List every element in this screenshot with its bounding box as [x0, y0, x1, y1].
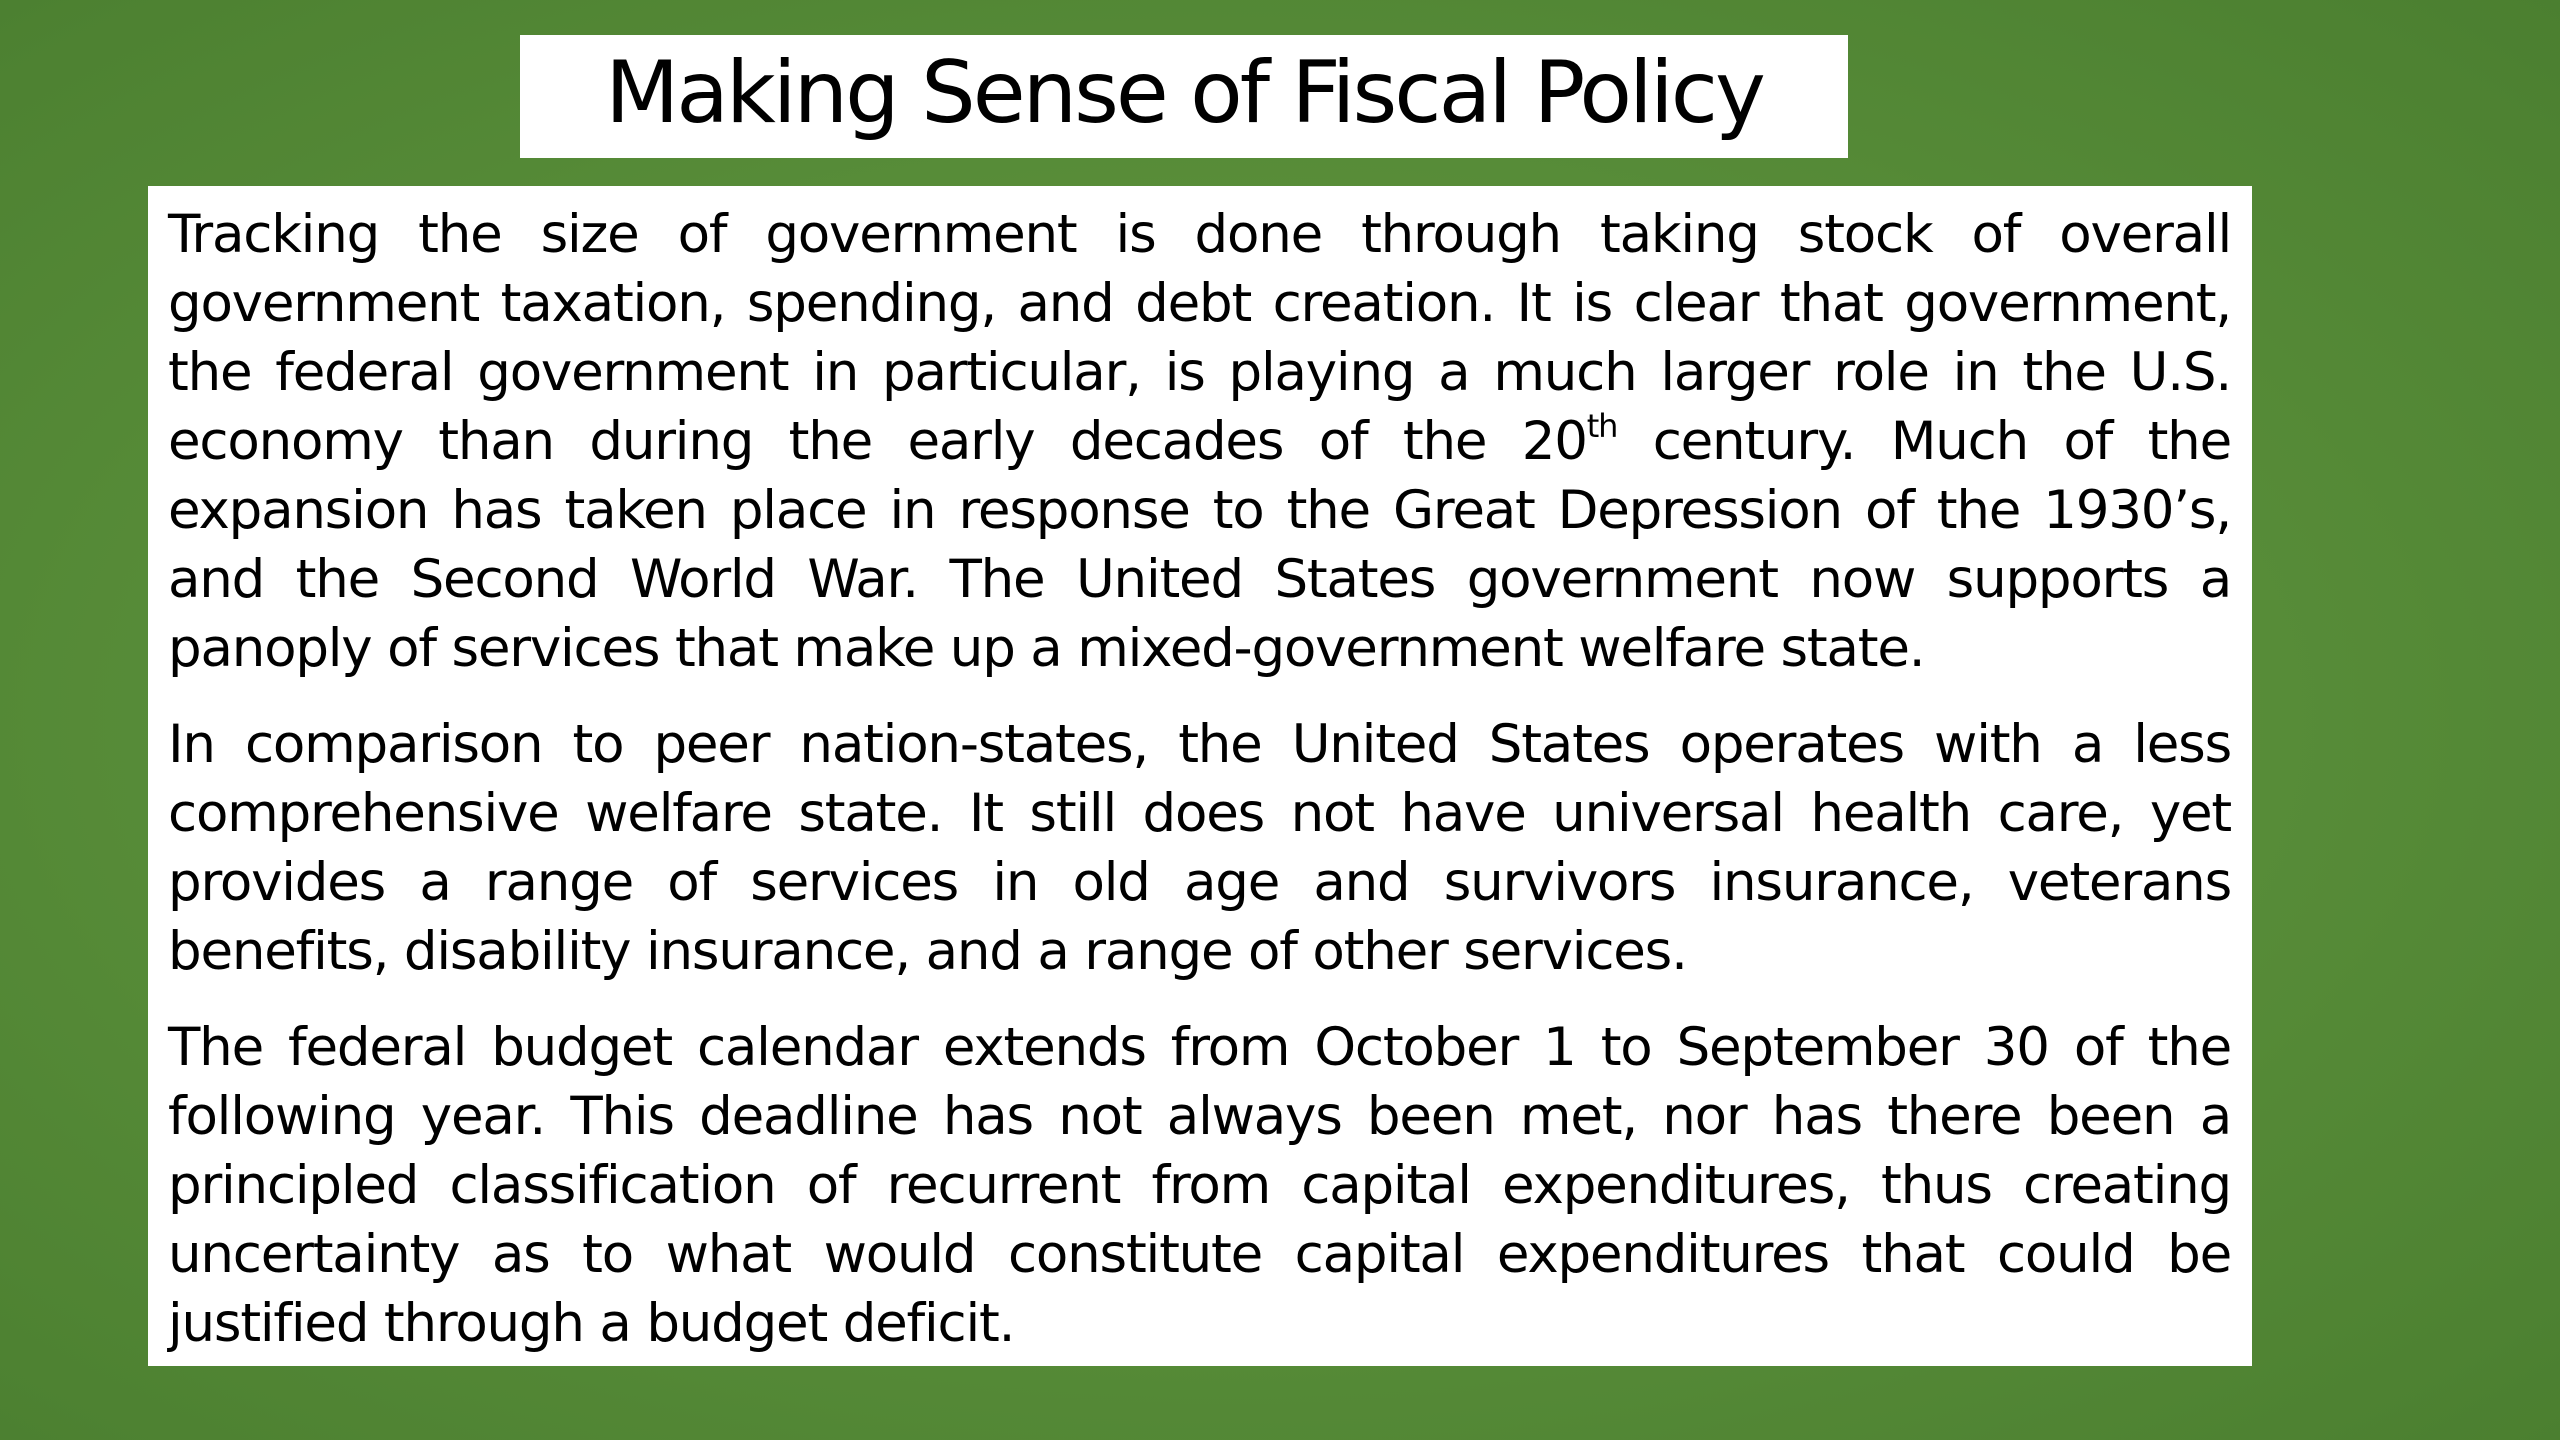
paragraph-size-of-government [168, 200, 2231, 683]
paragraph-1-text-end: century. Much of the expansion has taken place in response to the Great Depression of the 1930’s, and the Second World War. The United States government now supports a panoply of services that make up a mixed-government welfare state. [168, 411, 2231, 679]
slide-title: Making Sense of Fiscal Policy [605, 42, 1763, 143]
content-panel [148, 186, 2252, 1366]
paragraph-budget-calendar: The federal budget calendar extends from October 1 to September 30 of the following year. This deadline has not always been met, nor has there been a principled classification of recurrent from capital expenditures, thus creating uncertainty as to what would constitute capital expenditures that could be justified through a budget deficit. [168, 1017, 2231, 1354]
paragraph-welfare-state-comparison: In comparison to peer nation-states, the United States operates with a less comprehensive welfare state. It still does not have universal health care, yet provides a range of services in old age and survivors insurance, veterans benefits, disability insurance, and a range of other services. [168, 714, 2231, 982]
ordinal-superscript: th [1586, 407, 1618, 445]
title-box [520, 35, 1848, 158]
paragraph-1-text-start: Tracking the size of government is done through taking stock of overall government taxation, spending, and debt creation. It is clear that government, the federal government in particular, is playing a much larger role in the U.S. economy than during the early decades of the 20 [168, 204, 2231, 472]
